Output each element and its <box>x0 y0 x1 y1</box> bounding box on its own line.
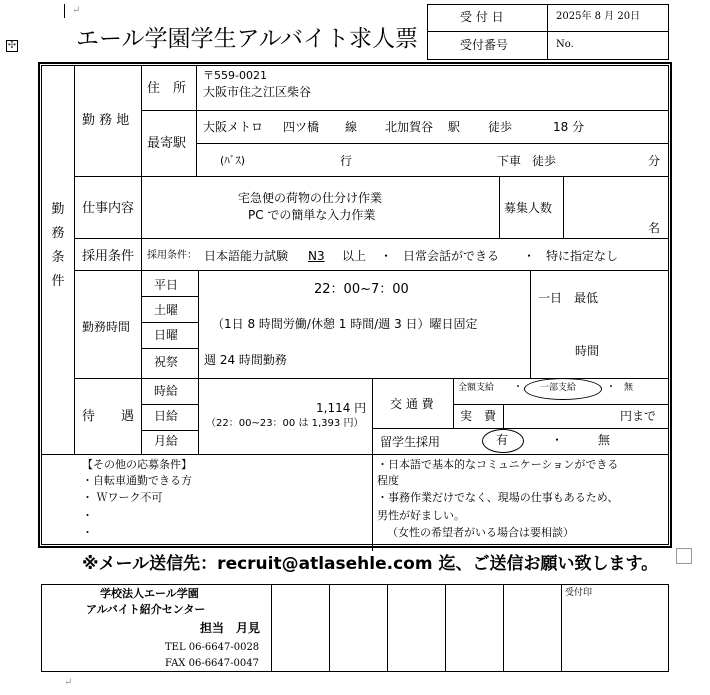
intl-yes[interactable]: 有 <box>496 433 509 447</box>
received-date-value[interactable]: 2025年 8 月 20日 <box>556 11 641 22</box>
transport-partial[interactable]: 一部支給 <box>540 383 577 393</box>
conditions-level[interactable]: N3 <box>308 249 325 263</box>
other-item-3[interactable]: ・ <box>82 509 93 522</box>
paragraph-mark: ↵ <box>72 5 81 16</box>
actual-cost-unit: 円まで <box>620 409 657 423</box>
job-line-1[interactable]: 宅急便の荷物の仕分け作業 <box>238 191 383 205</box>
conditions-conversation[interactable]: 日常会話ができる <box>403 249 500 263</box>
transport-full[interactable]: 全額支給 <box>458 383 495 393</box>
station-label: 最寄駅 <box>147 136 187 151</box>
min-hours-label: 一日 最低 <box>538 291 599 305</box>
pay-daily: 日給 <box>154 409 179 423</box>
hours-note[interactable]: 週 24 時間勤務 <box>204 353 287 367</box>
table-resize-handle-icon[interactable] <box>676 548 692 564</box>
paragraph-mark-end: ↵ <box>64 677 73 688</box>
other-item-2[interactable]: ・ Ｗワーク不可 <box>82 491 163 504</box>
intl-no[interactable]: 無 <box>598 433 611 447</box>
received-date-label: 受 付 日 <box>460 10 504 24</box>
day-weekday: 平日 <box>154 278 179 292</box>
conditions-label: 採用条件 <box>82 249 135 264</box>
station-suffix: 駅 <box>448 120 461 134</box>
other-right-1[interactable]: ・日本語で基本的なコミュニケーションができる <box>377 458 619 471</box>
actual-cost-label: 実 費 <box>460 409 497 423</box>
walk-minutes[interactable]: 18 分 <box>553 120 585 134</box>
bus-destination: 行 <box>340 154 353 168</box>
footer-stamp-label: 受付印 <box>565 588 593 598</box>
transport-label: 交 通 費 <box>390 397 434 411</box>
postal-code[interactable]: 〒559-0021 <box>203 69 267 82</box>
receipt-number-value[interactable]: No. <box>556 39 574 50</box>
intl-student-label: 留学生採用 <box>380 435 441 449</box>
hours-label: 勤務時間 <box>82 320 131 334</box>
intl-bullet: ・ <box>551 433 564 447</box>
bus-minutes-unit: 分 <box>648 154 661 168</box>
train-line-suffix: 線 <box>345 120 358 134</box>
train-company[interactable]: 大阪メトロ <box>203 120 264 134</box>
footer-tel: TEL 06-6647-0028 <box>165 642 260 653</box>
day-holiday: 祝祭 <box>154 355 179 369</box>
footer-org-1: 学校法人エール学園 <box>100 587 199 600</box>
footer-person: 担当 月見 <box>200 621 261 635</box>
text-cursor <box>64 4 65 18</box>
job-line-2[interactable]: PC での簡単な入力作業 <box>248 208 376 222</box>
bus-label: (ﾊﾞｽ) <box>220 154 246 167</box>
footer-org-2: アルバイト紹介センター <box>86 603 206 616</box>
transport-none[interactable]: 無 <box>624 383 634 393</box>
page-title: エール学園学生アルバイト求人票 <box>76 26 419 52</box>
transport-bullet-1: ・ <box>513 382 523 393</box>
conditions-bullet-1: ・ <box>380 249 393 263</box>
pay-monthly: 月給 <box>154 434 179 448</box>
other-right-2[interactable]: 程度 <box>377 474 399 487</box>
address-label: 住 所 <box>147 81 187 96</box>
bus-getoff: 下車 <box>497 154 522 168</box>
train-line[interactable]: 四ツ橋 <box>283 120 320 134</box>
pay-label: 待 遇 <box>82 409 135 424</box>
station-name[interactable]: 北加賀谷 <box>385 120 434 134</box>
recruit-count-unit: 名 <box>648 221 661 235</box>
other-right-3[interactable]: ・事務作業だけでなく、現場の仕事もあるため、 <box>377 491 619 504</box>
other-item-1[interactable]: ・自転車通勤できる方 <box>82 474 192 487</box>
section-label: 勤 務 条 件 <box>51 202 65 289</box>
conditions-bullet-2: ・ <box>523 249 536 263</box>
mail-instruction: ※メール送信先：recruit@atlasehle.com 迄、ご送信お願い致します。 <box>82 554 659 574</box>
conditions-above: 以上 <box>342 249 367 263</box>
hours-detail[interactable]: （1日 8 時間労働/休憩 1 時間/週 3 日）曜日固定 <box>212 317 478 331</box>
walk-label: 徒歩 <box>488 120 513 134</box>
transport-bullet-2: ・ <box>606 382 616 393</box>
location-label: 勤 務 地 <box>82 113 130 128</box>
other-title: 【その他の応募条件】 <box>82 458 192 471</box>
conditions-jlpt[interactable]: 日本語能力試験 <box>204 249 289 263</box>
pay-amount[interactable]: 1,114 円 <box>316 401 367 415</box>
conditions-none[interactable]: 特に指定なし <box>546 249 619 263</box>
bus-walk: 徒歩 <box>532 154 557 168</box>
hours-unit: 時間 <box>575 344 600 358</box>
conditions-prefix: 採用条件： <box>147 250 197 261</box>
address-value[interactable]: 大阪市住之江区柴谷 <box>203 85 312 99</box>
day-sunday: 日曜 <box>154 328 179 342</box>
other-right-5[interactable]: （女性の希望者がいる場合は要相談） <box>387 526 574 539</box>
other-right-4[interactable]: 男性が好ましい。 <box>377 509 465 522</box>
footer-fax: FAX 06-6647-0047 <box>165 658 259 669</box>
pay-amount-note[interactable]: （22：00~23：00 は 1,393 円） <box>206 418 364 429</box>
other-item-4[interactable]: ・ <box>82 526 93 539</box>
job-label: 仕事内容 <box>82 201 135 216</box>
table-move-handle-icon[interactable]: ✣ <box>7 40 17 51</box>
hours-time[interactable]: 22：00~7：00 <box>314 282 409 297</box>
recruit-count-label: 募集人数 <box>504 201 553 215</box>
pay-hourly: 時給 <box>154 384 179 398</box>
day-saturday: 土曜 <box>154 303 179 317</box>
receipt-number-label: 受付番号 <box>460 38 509 52</box>
conditions-table-inner <box>41 65 669 545</box>
